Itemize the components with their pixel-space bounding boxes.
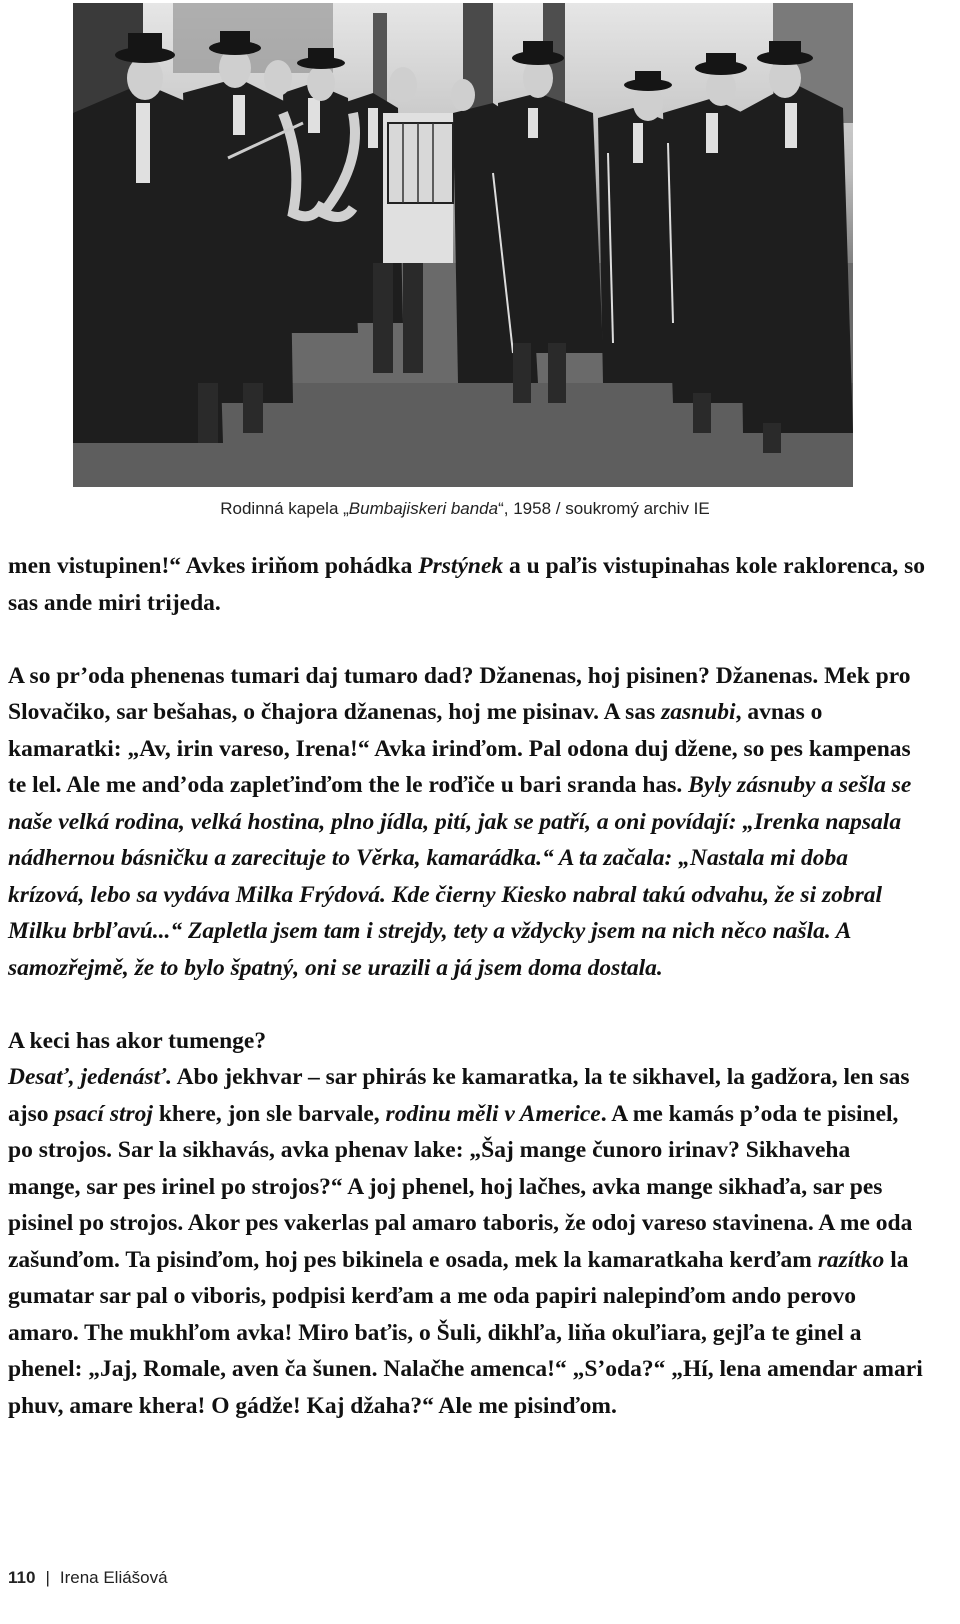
text-run: A keci has akor tumenge?	[8, 1027, 267, 1054]
text-run: la gumatar sar pal o viboris, podpisi kerďam a me oda papiri nalepinďom ando perovo amaro. The mukhľom avka! Miro baťis, o Šuli, dikhľa, liňa okuľiara, gejľa te ginel a phenel: „Jaj, Romale, aven ča šunen. Nalačhe amenca!“ „S’oda?“ „Hí, lena amendar amari phuv, amare khera! O gádže! Kaj džaha?“ Ale me pisinďom.	[8, 1246, 923, 1419]
italic-text: rodinu měli v Americe	[385, 1100, 601, 1127]
italic-text: Byly zásnuby a sešla se naše velká rodina, velká hostina, plno jídla, pití, jak se patří, a oni povídají: „Irenka napsala nádhernou básničku a zarecituje to Věrka, kamarádka.“ A ta začala: „Nastala mi doba krízová, lebo sa vydáva Milka Frýdová. Kde čierny Kiesko nabral takú odvahu, že si zobral Milku brbľavú...“ Zapletla jsem tam i strejdy, tety a vždycky jsem na nich něco našla. A samozřejmě, že to bylo špatný, oni se urazili a já jsem doma dostala.	[8, 772, 912, 981]
italic-text: psací stroj	[54, 1100, 153, 1127]
footer-separator: |	[45, 1568, 50, 1587]
text-run: a u paľis vistupinahas kole raklorenca, so sas ande miri trijeda.	[8, 553, 926, 616]
caption-pre: Rodinná kapela „	[220, 499, 349, 518]
page-footer	[8, 1568, 168, 1588]
text-run: khere, jon sle barvale,	[152, 1100, 386, 1127]
paragraph	[8, 548, 926, 621]
text-run: Abo jekhvar – sar phirás ke kamaratka, la te sikhavel, la gadžora, len sas ajso	[8, 1064, 910, 1127]
band-photograph	[73, 3, 853, 487]
text-run: men vistupinen!“ Avkes iriňom pohádka	[8, 553, 419, 579]
page-number: 110	[8, 1568, 36, 1587]
body-text	[8, 548, 926, 1424]
text-run: A so pr’oda phenenas tumari daj tumaro dad? Džanenas, hoj pisinen? Džanenas. Mek pro Slovačiko, sar bešahas, o čhajora džanenas, hoj me pisinav. A sas	[8, 662, 911, 725]
caption-title: Bumbajiskeri banda	[348, 499, 499, 518]
caption-post: “, 1958 / soukromý archiv IE	[498, 499, 710, 518]
paragraph	[8, 658, 926, 987]
italic-text: Prstýnek	[418, 553, 504, 579]
italic-text: Desať, jedenásť.	[8, 1064, 172, 1090]
italic-text: zasnubi	[661, 699, 736, 725]
text-run: , avnas o kamaratki: „Av, irin vareso, Irena!“ Avka irinďom. Pal odona duj džene, so pes kampenas te lel. Ale me and’oda zapleťinďom the le roďiče u bari sranda has.	[8, 699, 911, 798]
footer-author: Irena Eliášová	[59, 1568, 168, 1587]
text-run: . A me kamás p’oda te pisinel, po strojos. Sar la sikhavás, avka phenav lake: „Šaj mange čunoro irinav? Sikhaveha mange, sar pes irinel po strojos?“ A joj phenel, hoj lačhes, avka mange sikhaďa, sar pes pisinel po strojos. Akor pes vakerlas pal amaro taboris, že odoj vareso stavinena. A me oda zašunďom. Ta pisinďom, hoj pes bikinela e osada, mek la kamaratkaha kerďam	[8, 1100, 913, 1273]
paragraph	[8, 1023, 926, 1425]
italic-text: razítko	[817, 1246, 885, 1273]
photo-caption	[0, 499, 930, 519]
